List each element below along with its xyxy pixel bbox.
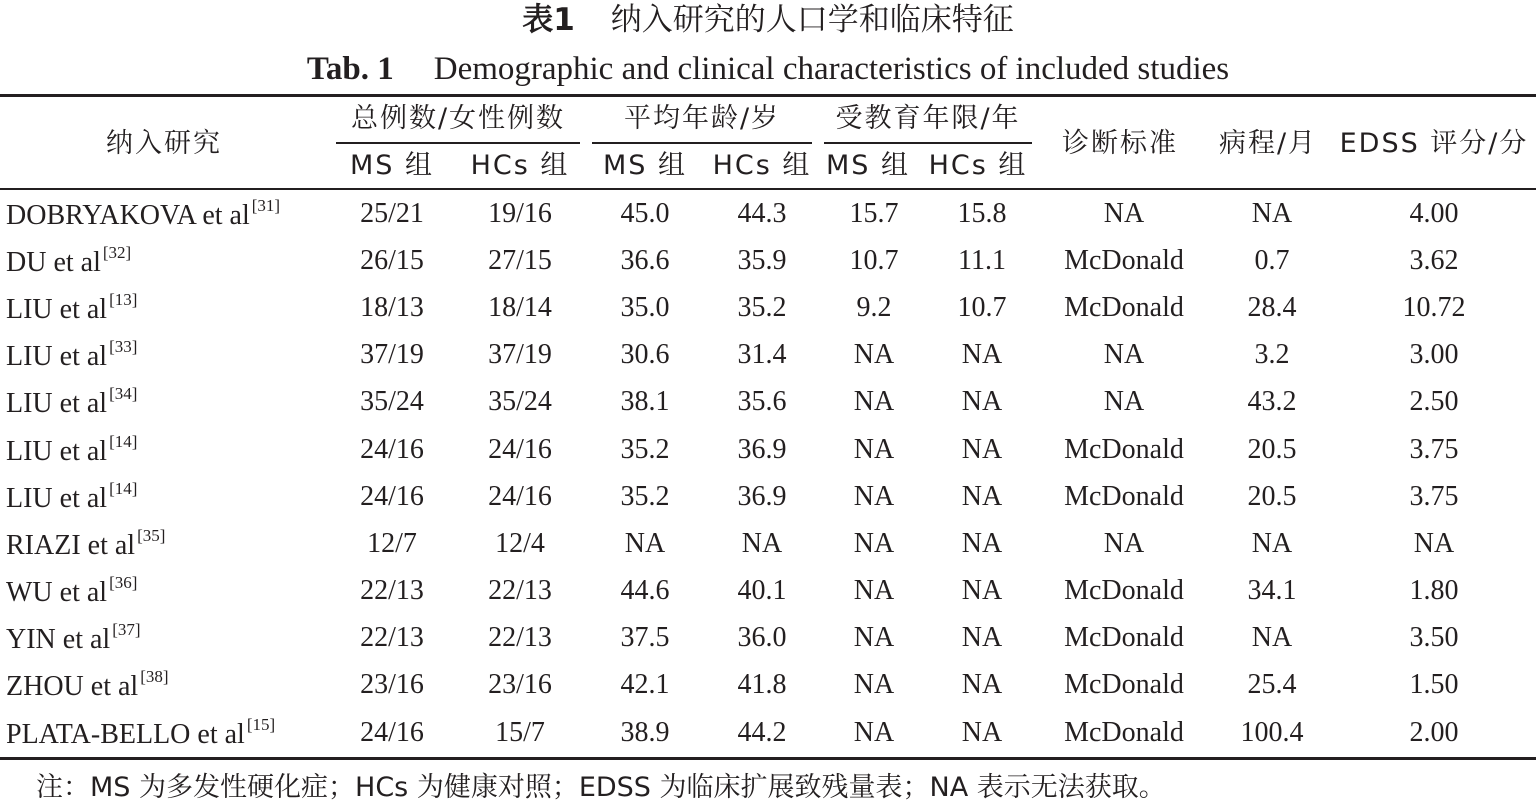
disease-duration: 0.7 xyxy=(1254,244,1290,276)
ms-education: 15.7 xyxy=(849,197,899,229)
diagnosis-criteria: McDonald xyxy=(1064,716,1184,748)
ms-education: 10.7 xyxy=(849,244,899,276)
ms-education: NA xyxy=(853,480,895,512)
hc-mean-age: 41.8 xyxy=(737,669,787,701)
ms-education: NA xyxy=(853,716,895,748)
study-cell xyxy=(0,709,330,756)
hc-mean-age: NA xyxy=(741,527,783,559)
header-subrule-total xyxy=(336,142,580,144)
header-hcs-group: HCs 组 xyxy=(928,150,1028,181)
hc-total-female: 12/4 xyxy=(495,527,545,559)
diagnosis-criteria: McDonald xyxy=(1064,575,1184,607)
header-hcs-group: HCs 组 xyxy=(470,150,570,181)
header-mean-age: 平均年龄/岁 xyxy=(623,103,781,134)
ms-total-female: 35/24 xyxy=(360,386,424,418)
diagnosis-criteria: McDonald xyxy=(1064,433,1184,465)
reference-citation: [31] xyxy=(251,195,281,215)
header-ms-group: MS 组 xyxy=(825,150,911,181)
table-title-cn: 纳入研究的人口学和临床特征 xyxy=(610,2,1014,38)
ms-total-female: 22/13 xyxy=(360,622,424,654)
study-cell xyxy=(0,379,330,426)
edss-score: 2.00 xyxy=(1409,716,1459,748)
ms-total-female: 22/13 xyxy=(360,575,424,607)
ms-mean-age: 35.2 xyxy=(620,480,670,512)
table-title-en: Demographic and clinical characteristics of included studies xyxy=(433,51,1230,87)
disease-duration: 20.5 xyxy=(1247,480,1297,512)
reference-citation: [15] xyxy=(246,714,276,734)
disease-duration: NA xyxy=(1251,527,1293,559)
study-cell xyxy=(0,520,330,567)
hc-total-female: 23/16 xyxy=(488,669,552,701)
disease-duration: 100.4 xyxy=(1240,716,1304,748)
edss-score: 1.50 xyxy=(1409,669,1459,701)
ms-education: 9.2 xyxy=(856,291,892,323)
table-row xyxy=(0,615,1536,662)
study-name: LIU et al xyxy=(6,435,108,467)
table-row xyxy=(0,520,1536,567)
hc-education: NA xyxy=(961,339,1003,371)
study-cell xyxy=(0,332,330,379)
ms-mean-age: 44.6 xyxy=(620,575,670,607)
reference-citation: [33] xyxy=(109,337,138,357)
ms-mean-age: 35.2 xyxy=(620,433,670,465)
reference-citation: [32] xyxy=(102,242,132,262)
reference-citation: [13] xyxy=(109,289,138,309)
table-row xyxy=(0,709,1536,756)
table-body xyxy=(0,190,1536,756)
table-row xyxy=(0,379,1536,426)
hc-total-female: 35/24 xyxy=(488,386,552,418)
ms-education: NA xyxy=(853,669,895,701)
hc-total-female: 19/16 xyxy=(488,197,552,229)
edss-score: 3.50 xyxy=(1409,622,1459,654)
disease-duration: NA xyxy=(1251,197,1293,229)
header-edss: EDSS 评分/分 xyxy=(1339,128,1529,159)
header-hcs-group: HCs 组 xyxy=(712,150,812,181)
hc-total-female: 15/7 xyxy=(495,716,545,748)
hc-education: 15.8 xyxy=(957,197,1007,229)
ms-total-female: 25/21 xyxy=(360,197,424,229)
edss-score: 1.80 xyxy=(1409,575,1459,607)
study-cell xyxy=(0,568,330,615)
table-row xyxy=(0,284,1536,331)
disease-duration: 20.5 xyxy=(1247,433,1297,465)
table-row xyxy=(0,662,1536,709)
edss-score: NA xyxy=(1413,527,1455,559)
ms-mean-age: 36.6 xyxy=(620,244,670,276)
hc-education: NA xyxy=(961,433,1003,465)
table-footnote: 注：MS 为多发性硬化症；HCs 为健康对照；EDSS 为临床扩展致残量表；NA 表示无法获取。 xyxy=(36,772,1166,803)
ms-education: NA xyxy=(853,622,895,654)
study-cell xyxy=(0,237,330,284)
table-row xyxy=(0,237,1536,284)
hc-education: NA xyxy=(961,622,1003,654)
reference-citation: [37] xyxy=(112,620,141,640)
ms-mean-age: 45.0 xyxy=(620,197,670,229)
edss-score: 3.75 xyxy=(1409,480,1459,512)
hc-total-female: 22/13 xyxy=(488,622,552,654)
study-cell xyxy=(0,426,330,473)
table-caption-cn xyxy=(0,0,1536,40)
study-name: LIU et al xyxy=(6,482,108,514)
study-name: PLATA-BELLO et al xyxy=(6,718,245,750)
ms-total-female: 26/15 xyxy=(360,244,424,276)
disease-duration: 25.4 xyxy=(1247,669,1297,701)
hc-total-female: 37/19 xyxy=(488,339,552,371)
hc-mean-age: 35.9 xyxy=(737,244,787,276)
ms-total-female: 37/19 xyxy=(360,339,424,371)
ms-mean-age: NA xyxy=(624,527,666,559)
disease-duration: 3.2 xyxy=(1254,339,1290,371)
ms-total-female: 24/16 xyxy=(360,716,424,748)
ms-mean-age: 38.9 xyxy=(620,716,670,748)
hc-education: NA xyxy=(961,480,1003,512)
diagnosis-criteria: McDonald xyxy=(1064,622,1184,654)
header-subrule-age xyxy=(592,142,812,144)
header-ms-group: MS 组 xyxy=(602,150,688,181)
study-name: DOBRYAKOVA et al xyxy=(6,199,250,231)
study-cell xyxy=(0,190,330,237)
ms-total-female: 18/13 xyxy=(360,291,424,323)
ms-mean-age: 35.0 xyxy=(620,291,670,323)
header-total-female: 总例数/女性例数 xyxy=(350,103,566,134)
ms-mean-age: 30.6 xyxy=(620,339,670,371)
hc-mean-age: 44.3 xyxy=(737,197,787,229)
ms-total-female: 12/7 xyxy=(367,527,417,559)
diagnosis-criteria: McDonald xyxy=(1064,291,1184,323)
hc-education: NA xyxy=(961,527,1003,559)
edss-score: 4.00 xyxy=(1409,197,1459,229)
hc-education: NA xyxy=(961,575,1003,607)
study-cell xyxy=(0,615,330,662)
study-name: RIAZI et al xyxy=(6,529,136,561)
disease-duration: 28.4 xyxy=(1247,291,1297,323)
table-label-cn: 表1 xyxy=(522,2,575,38)
ms-education: NA xyxy=(853,575,895,607)
ms-mean-age: 37.5 xyxy=(620,622,670,654)
table-row xyxy=(0,332,1536,379)
hc-mean-age: 35.6 xyxy=(737,386,787,418)
hc-mean-age: 36.9 xyxy=(737,433,787,465)
hc-mean-age: 31.4 xyxy=(737,339,787,371)
edss-score: 3.75 xyxy=(1409,433,1459,465)
diagnosis-criteria: NA xyxy=(1103,197,1145,229)
hc-mean-age: 40.1 xyxy=(737,575,787,607)
reference-citation: [36] xyxy=(109,573,138,593)
hc-mean-age: 36.9 xyxy=(737,480,787,512)
reference-citation: [34] xyxy=(109,384,138,404)
study-name: LIU et al xyxy=(6,293,108,325)
edss-score: 10.72 xyxy=(1402,291,1466,323)
header-education: 受教育年限/年 xyxy=(835,103,1021,134)
hc-mean-age: 36.0 xyxy=(737,622,787,654)
diagnosis-criteria: McDonald xyxy=(1064,480,1184,512)
disease-duration: 34.1 xyxy=(1247,575,1297,607)
table-row xyxy=(0,473,1536,520)
hc-education: NA xyxy=(961,669,1003,701)
header-study: 纳入研究 xyxy=(106,128,222,159)
ms-mean-age: 38.1 xyxy=(620,386,670,418)
hc-total-female: 27/15 xyxy=(488,244,552,276)
table-label-en: Tab. 1 xyxy=(306,51,394,87)
study-name: DU et al xyxy=(6,246,101,278)
header-ms-group: MS 组 xyxy=(349,150,435,181)
header-subrule-education xyxy=(824,142,1032,144)
data-table xyxy=(0,190,1536,756)
study-cell xyxy=(0,662,330,709)
reference-citation: [38] xyxy=(140,667,169,687)
study-name: WU et al xyxy=(6,577,108,609)
ms-education: NA xyxy=(853,527,895,559)
ms-total-female: 24/16 xyxy=(360,480,424,512)
diagnosis-criteria: NA xyxy=(1103,386,1145,418)
study-name: ZHOU et al xyxy=(6,671,139,703)
hc-total-female: 18/14 xyxy=(488,291,552,323)
table-row xyxy=(0,568,1536,615)
hc-mean-age: 44.2 xyxy=(737,716,787,748)
hc-mean-age: 35.2 xyxy=(737,291,787,323)
edss-score: 3.00 xyxy=(1409,339,1459,371)
bottom-rule xyxy=(0,757,1536,760)
hc-education: NA xyxy=(961,386,1003,418)
hc-education: 11.1 xyxy=(958,244,1006,276)
ms-education: NA xyxy=(853,339,895,371)
study-name: LIU et al xyxy=(6,388,108,420)
study-name: LIU et al xyxy=(6,341,108,373)
diagnosis-criteria: NA xyxy=(1103,339,1145,371)
ms-total-female: 23/16 xyxy=(360,669,424,701)
reference-citation: [14] xyxy=(109,478,138,498)
ms-total-female: 24/16 xyxy=(360,433,424,465)
ms-education: NA xyxy=(853,433,895,465)
ms-mean-age: 42.1 xyxy=(620,669,670,701)
header-diagnosis: 诊断标准 xyxy=(1062,128,1178,159)
study-cell xyxy=(0,473,330,520)
study-name: YIN et al xyxy=(6,624,111,656)
table-row xyxy=(0,426,1536,473)
reference-citation: [14] xyxy=(109,431,138,451)
edss-score: 2.50 xyxy=(1409,386,1459,418)
hc-education: 10.7 xyxy=(957,291,1007,323)
header-duration: 病程/月 xyxy=(1218,128,1318,159)
hc-total-female: 22/13 xyxy=(488,575,552,607)
top-rule xyxy=(0,94,1536,97)
hc-total-female: 24/16 xyxy=(488,433,552,465)
diagnosis-criteria: NA xyxy=(1103,527,1145,559)
disease-duration: NA xyxy=(1251,622,1293,654)
table-caption-en xyxy=(0,48,1536,90)
edss-score: 3.62 xyxy=(1409,244,1459,276)
table-row xyxy=(0,190,1536,237)
hc-education: NA xyxy=(961,716,1003,748)
hc-total-female: 24/16 xyxy=(488,480,552,512)
reference-citation: [35] xyxy=(137,525,166,545)
diagnosis-criteria: McDonald xyxy=(1064,244,1184,276)
disease-duration: 43.2 xyxy=(1247,386,1297,418)
study-cell xyxy=(0,284,330,331)
ms-education: NA xyxy=(853,386,895,418)
diagnosis-criteria: McDonald xyxy=(1064,669,1184,701)
